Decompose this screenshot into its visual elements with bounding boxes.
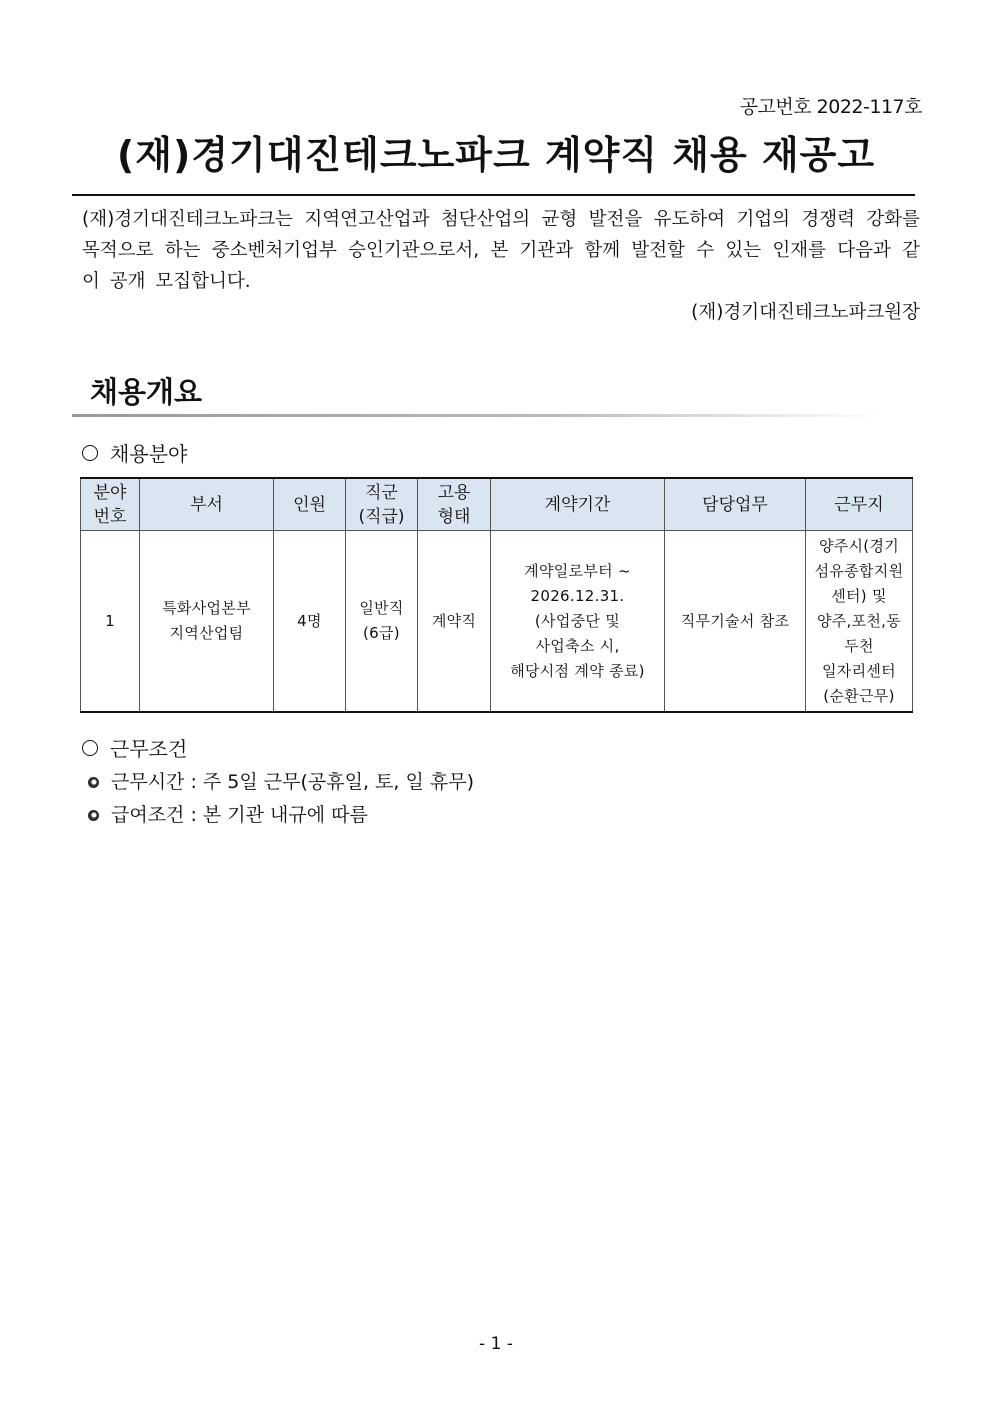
table-cell: 1 bbox=[81, 531, 140, 713]
column-header: 담당업무 bbox=[665, 478, 806, 531]
intro-signature: (재)경기대진테크노파크원장 bbox=[691, 302, 920, 323]
column-header: 계약기간 bbox=[491, 478, 665, 531]
recruitment-table-wrapper bbox=[80, 477, 912, 713]
table-row bbox=[81, 531, 913, 713]
subheading-conditions-label: 근무조건 bbox=[110, 737, 188, 761]
recruitment-table bbox=[80, 477, 913, 713]
intro-paragraph: (재)경기대진테크노파크는 지역연고산업과 첨단산업의 균형 발전을 유도하여 기업의 경쟁력 강화를 목적으로 하는 중소벤처기업부 승인기관으로서, 본 기관과 함께 발전할 수 있는 인재를 다음과 같이 공개 모집합니다. bbox=[82, 209, 920, 292]
table-cell: 계약직 bbox=[418, 531, 491, 713]
table-cell: 직무기술서 참조 bbox=[665, 531, 806, 713]
table-cell: 양주시(경기 섬유종합지원 센터) 및 양주,포천,동 두천 일자리센터 (순환근무) bbox=[806, 531, 913, 713]
bullet-icon bbox=[88, 777, 99, 788]
section-divider bbox=[72, 414, 882, 417]
condition-text: 급여조건 : 본 기관 내규에 따름 bbox=[111, 804, 368, 826]
notice-number: 공고번호 2022-117호 bbox=[739, 96, 922, 118]
column-header: 근무지 bbox=[806, 478, 913, 531]
section-heading-overview: 채용개요 bbox=[90, 375, 203, 409]
column-header: 분야 번호 bbox=[81, 478, 140, 531]
column-header: 고용 형태 bbox=[418, 478, 491, 531]
table-header-row bbox=[81, 478, 913, 531]
subheading-conditions bbox=[82, 733, 187, 762]
column-header: 인원 bbox=[274, 478, 346, 531]
table-cell: 계약일로부터 ~ 2026.12.31. (사업중단 및 사업축소 시, 해당시점 계약 종료) bbox=[491, 531, 665, 713]
title-divider bbox=[72, 194, 915, 196]
condition-item bbox=[88, 799, 474, 832]
table-cell: 일반직 (6급) bbox=[346, 531, 418, 713]
conditions-list bbox=[88, 766, 474, 832]
page-number: - 1 - bbox=[479, 1334, 513, 1354]
column-header: 부서 bbox=[140, 478, 274, 531]
condition-text: 근무시간 : 주 5일 근무(공휴일, 토, 일 휴무) bbox=[111, 771, 474, 793]
subheading-fields-label: 채용분야 bbox=[110, 442, 188, 466]
circle-bullet-icon bbox=[82, 445, 98, 461]
condition-item bbox=[88, 766, 474, 799]
document-title: (재)경기대진테크노파크 계약직 채용 재공고 bbox=[116, 133, 876, 177]
subheading-fields bbox=[82, 438, 187, 467]
bullet-icon bbox=[88, 810, 99, 821]
column-header: 직군 (직급) bbox=[346, 478, 418, 531]
table-cell: 4명 bbox=[274, 531, 346, 713]
table-cell: 특화사업본부 지역산업팀 bbox=[140, 531, 274, 713]
circle-bullet-icon bbox=[82, 740, 98, 756]
